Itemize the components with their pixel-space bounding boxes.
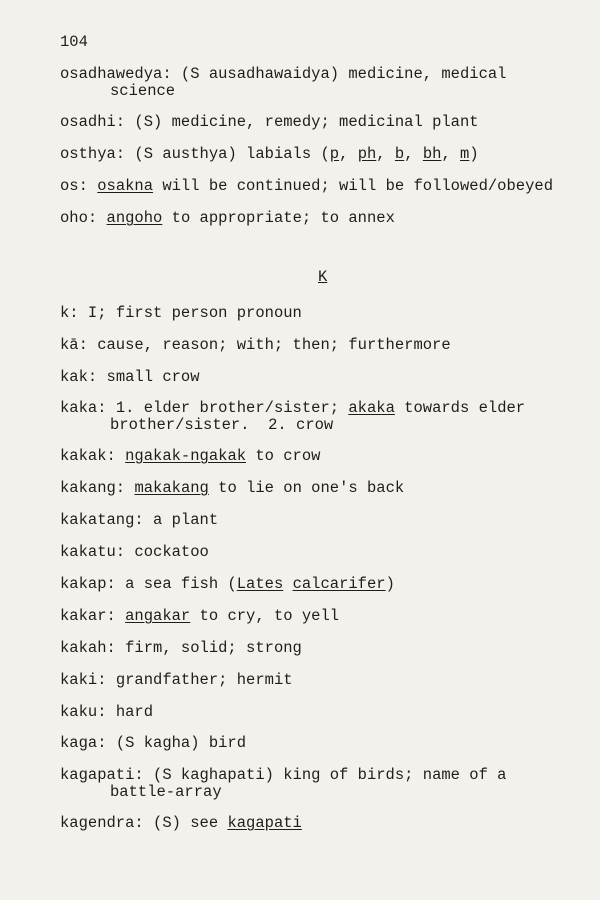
dictionary-entry [60,544,560,561]
entry-definition [88,177,97,195]
dictionary-entry [60,576,560,593]
entry-definition: cockatoo [125,543,209,561]
entry-definition: , [339,145,358,163]
entry-headword: kakatu: [60,543,126,561]
underlined-term: makakang [134,479,209,497]
entry-headword: kakak: [60,447,116,465]
entry-headword: kā: [60,336,88,354]
entry-definition: firm, solid; strong [115,639,302,657]
dictionary-entry [60,640,560,657]
entry-definition: to appropriate; to annex [162,209,395,227]
entry-headword: kakang: [60,479,126,497]
entry-definition: cause, reason; with; then; furthermore [87,336,451,354]
underlined-term: m [460,145,470,163]
entry-definition: , [404,145,423,163]
entry-definition: (S ausadhawaidya) medicine, medical [171,65,507,83]
entry-headword: osadhi: [60,113,126,131]
entry-headword: osthya: [60,145,126,163]
entry-definition [283,575,292,593]
dictionary-entry [60,512,560,529]
entry-definition: ) [385,575,395,593]
section-heading: K [318,268,328,286]
entry-headword: kaga: [60,734,107,752]
underlined-term: angoho [106,209,163,227]
entry-definition [116,447,125,465]
entry-headword: kakap: [60,575,116,593]
dictionary-entry [60,66,560,100]
entry-headword: kak: [60,368,98,386]
entry-headword: kaku: [60,703,107,721]
entry-definition: a plant [143,511,219,529]
entry-continuation: battle-array [110,783,222,801]
entry-definition [116,607,125,625]
underlined-term: calcarifer [292,575,386,593]
dictionary-entry [60,767,560,801]
entry-definition: (S kagha) bird [106,734,247,752]
dictionary-entry [60,448,560,465]
entry-definition: , [376,145,395,163]
entry-headword: kaka: [60,399,107,417]
dictionary-entry [60,704,560,721]
dictionary-entry [60,480,560,497]
entry-headword: kagapati: [60,766,144,784]
entry-continuation: brother/sister. 2. crow [110,416,334,434]
entry-definition: small crow [97,368,200,386]
entry-definition: grandfather; hermit [106,671,293,689]
entry-definition: will be continued; will be followed/obeyed [153,177,553,195]
underlined-term: angakar [125,607,191,625]
entry-definition: to cry, to yell [190,607,340,625]
entry-definition: (S) see [143,814,228,832]
dictionary-entry [60,305,560,322]
underlined-term: p [329,145,340,163]
entry-definition: to lie on one's back [208,479,405,497]
entry-headword: kakah: [60,639,116,657]
entry-headword: oho: [60,209,98,227]
dictionary-entry [60,369,560,386]
dictionary-entry [60,672,560,689]
dictionary-entry [60,608,560,625]
entry-headword: osadhawedya: [60,65,172,83]
dictionary-entry [60,400,560,434]
underlined-term: bh [422,145,442,163]
entry-headword: os: [60,177,88,195]
entry-definition: hard [106,703,154,721]
underlined-term: osakna [97,177,154,195]
entry-headword: kaki: [60,671,107,689]
entry-definition: a sea fish ( [115,575,237,593]
entry-definition: to crow [246,447,321,465]
dictionary-entry [60,210,560,227]
entry-definition: ) [469,145,479,163]
underlined-term: b [394,145,405,163]
underlined-term: Lates [236,575,284,593]
entry-continuation: science [110,82,176,100]
dictionary-entry [60,146,560,163]
page-number: 104 [60,33,88,51]
entry-definition: 1. elder brother/sister; [106,399,349,417]
entry-headword: kakatang: [60,511,144,529]
entry-definition: I; first person pronoun [78,304,302,322]
entry-definition: , [441,145,461,163]
underlined-term: ngakak-ngakak [125,447,247,465]
entry-definition: (S austhya) labials ( [125,145,330,163]
underlined-term: kagapati [227,814,302,832]
entry-headword: kakar: [60,607,116,625]
entry-headword: k: [60,304,79,322]
dictionary-entry [60,114,560,131]
entry-headword: kagendra: [60,814,144,832]
entry-definition: towards elder [394,399,526,417]
dictionary-entry [60,815,560,832]
dictionary-entry [60,735,560,752]
entry-definition [97,209,106,227]
underlined-term: akaka [348,399,395,417]
entry-definition: (S kaghapati) king of birds; name of a [143,766,507,784]
dictionary-entry [60,337,560,354]
dictionary-entry [60,178,560,195]
underlined-term: ph [357,145,377,163]
entry-definition: (S) medicine, remedy; medicinal plant [125,113,479,131]
